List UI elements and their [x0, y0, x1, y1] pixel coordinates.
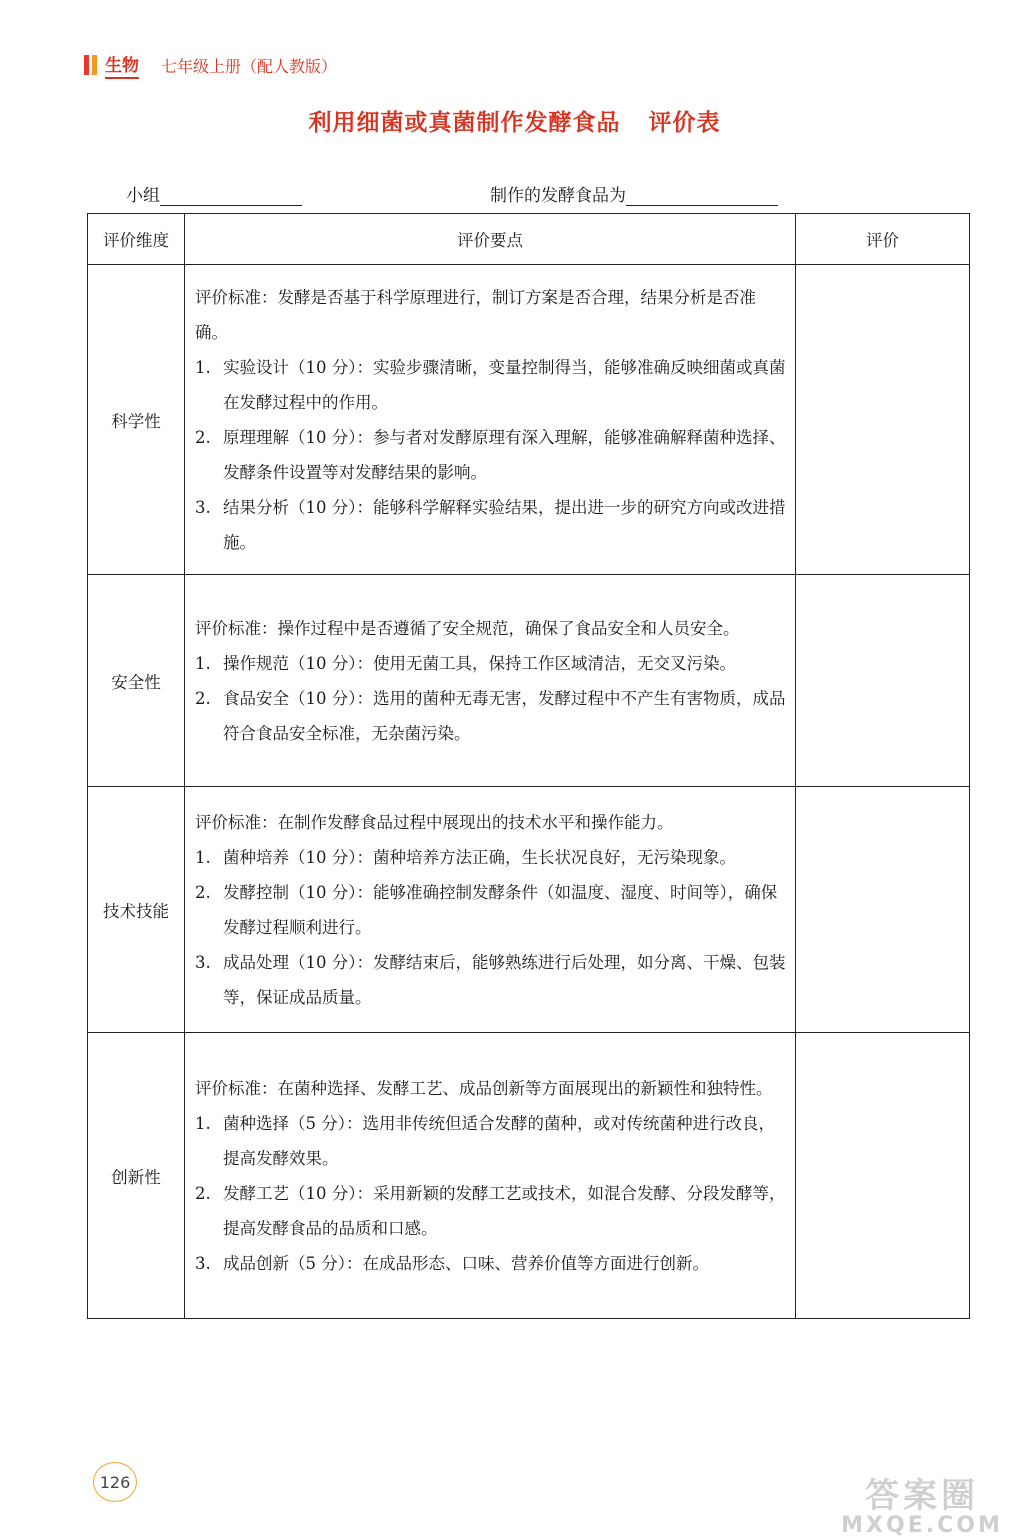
subject-label: 生物 [105, 51, 139, 79]
header-dimension: 评价维度 [88, 214, 185, 265]
watermark-logo [832, 1468, 1012, 1538]
food-field [490, 181, 778, 206]
item-number: 1. [195, 847, 211, 867]
list-item [195, 350, 787, 420]
dimension-cell: 创新性 [88, 1033, 185, 1319]
page-title [0, 104, 1029, 137]
list-item [195, 1106, 787, 1176]
criterion-text: 评价标准：在菌种选择、发酵工艺、成品创新等方面展现出的新颖性和独特性。 [195, 1078, 773, 1098]
content-cell [185, 575, 796, 787]
list-item [195, 681, 787, 751]
page-header [84, 50, 337, 80]
content-cell [185, 265, 796, 575]
list-item [195, 420, 787, 490]
item-number: 1. [195, 653, 211, 673]
criterion-text: 评价标准：在制作发酵食品过程中展现出的技术水平和操作能力。 [195, 812, 674, 832]
score-cell[interactable] [796, 575, 970, 787]
item-number: 3. [195, 952, 211, 972]
item-text: 发酵控制（10 分）：能够准确控制发酵条件（如温度、湿度、时间等），确保发酵过程顺利进行。 [223, 882, 778, 937]
dimension-cell: 技术技能 [88, 787, 185, 1033]
dimension-cell: 安全性 [88, 575, 185, 787]
item-text: 原理理解（10 分）：参与者对发酵原理有深入理解，能够准确解释菌种选择、发酵条件设置等对发酵结果的影响。 [223, 427, 786, 482]
item-number: 2. [195, 688, 211, 708]
score-cell[interactable] [796, 265, 970, 575]
item-text: 发酵工艺（10 分）：采用新颖的发酵工艺或技术，如混合发酵、分段发酵等，提高发酵食品的品质和口感。 [223, 1183, 786, 1238]
title-suffix: 评价表 [648, 110, 721, 136]
item-text: 食品安全（10 分）：选用的菌种无毒无害，发酵过程中不产生有害物质，成品符合食品安全标准，无杂菌污染。 [223, 688, 786, 743]
title-main: 利用细菌或真菌制作发酵食品 [308, 110, 621, 136]
group-blank-line[interactable] [160, 187, 302, 206]
item-text: 菌种选择（5 分）：选用非传统但适合发酵的菌种，或对传统菌种进行改良，提高发酵效果。 [223, 1113, 775, 1168]
header-score: 评价 [796, 214, 970, 265]
list-item [195, 646, 787, 681]
item-text: 成品处理（10 分）：发酵结束后，能够熟练进行后处理，如分离、干燥、包装等，保证成品质量。 [223, 952, 786, 1007]
table-row [88, 575, 970, 787]
list-item [195, 1176, 787, 1246]
table-row [88, 787, 970, 1033]
list-item [195, 875, 787, 945]
item-number: 2. [195, 1183, 211, 1203]
list-item [195, 945, 787, 1015]
item-number: 1. [195, 1113, 211, 1133]
item-number: 2. [195, 427, 211, 447]
list-item [195, 1246, 787, 1281]
score-cell[interactable] [796, 1033, 970, 1319]
table-row [88, 1033, 970, 1319]
watermark-line1: 答案圈 [865, 1476, 979, 1516]
item-number: 2. [195, 882, 211, 902]
header-content: 评价要点 [185, 214, 796, 265]
food-blank-line[interactable] [626, 187, 778, 206]
watermark-line2: MXQE.COM [841, 1513, 1003, 1538]
item-number: 3. [195, 1253, 211, 1273]
grade-label: 七年级上册（配人教版） [161, 56, 338, 76]
item-text: 操作规范（10 分）：使用无菌工具，保持工作区域清洁，无交叉污染。 [223, 653, 736, 673]
list-item [195, 490, 787, 560]
table-row [88, 265, 970, 575]
item-number: 3. [195, 497, 211, 517]
dimension-cell: 科学性 [88, 265, 185, 575]
item-text: 成品创新（5 分）：在成品形态、口味、营养价值等方面进行创新。 [223, 1253, 709, 1273]
page-number: 126 [93, 1462, 137, 1502]
content-cell [185, 787, 796, 1033]
item-number: 1. [195, 357, 211, 377]
list-item [195, 840, 787, 875]
score-cell[interactable] [796, 787, 970, 1033]
group-label: 小组 [126, 186, 160, 206]
criterion-text: 评价标准：发酵是否基于科学原理进行，制订方案是否合理，结果分析是否准确。 [195, 287, 756, 342]
evaluation-table [87, 213, 970, 1319]
item-text: 菌种培养（10 分）：菌种培养方法正确，生长状况良好，无污染现象。 [223, 847, 736, 867]
item-text: 结果分析（10 分）：能够科学解释实验结果，提出进一步的研究方向或改进措施。 [223, 497, 786, 552]
content-cell [185, 1033, 796, 1319]
header-bar-red [84, 55, 89, 75]
food-label: 制作的发酵食品为 [490, 186, 626, 206]
table-header-row [88, 214, 970, 265]
header-bar-orange [92, 55, 97, 75]
group-field [126, 181, 302, 206]
item-text: 实验设计（10 分）：实验步骤清晰，变量控制得当，能够准确反映细菌或真菌在发酵过程中的作用。 [223, 357, 786, 412]
criterion-text: 评价标准：操作过程中是否遵循了安全规范，确保了食品安全和人员安全。 [195, 618, 740, 638]
